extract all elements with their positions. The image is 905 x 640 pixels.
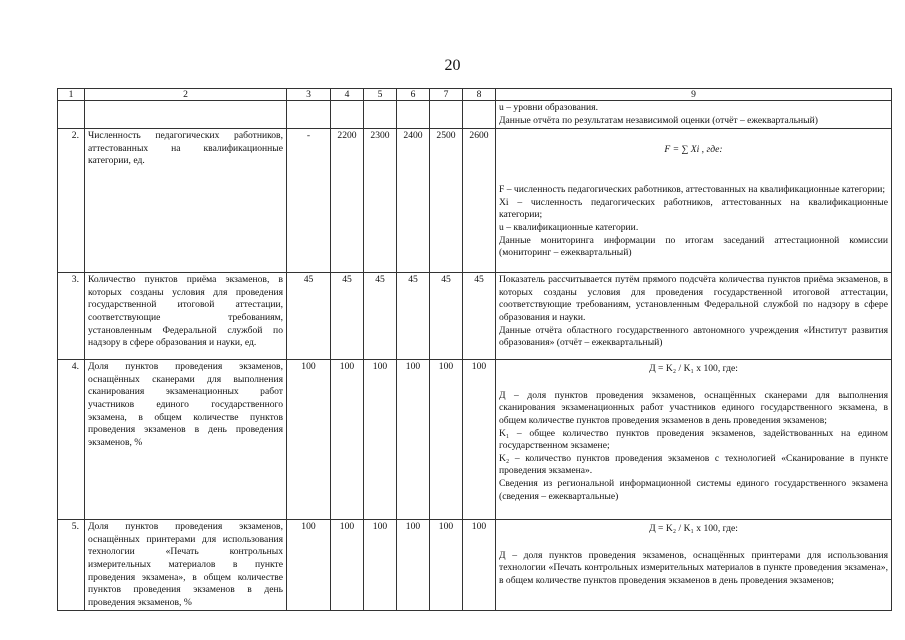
method-line: Данные мониторинга информации по итогам заседаний аттестационной комиссии (мониторинг – ежеквартальный) bbox=[499, 234, 888, 259]
value-cell: 100 bbox=[364, 520, 397, 611]
method-line: Данные отчёта областного государственного автономного учреждения «Институт развития образования» (отчёт – ежеквартальный) bbox=[499, 324, 888, 349]
value-cell: 100 bbox=[397, 360, 430, 520]
column-header: 9 bbox=[496, 89, 892, 101]
row-number: 2. bbox=[58, 129, 85, 273]
column-header: 8 bbox=[463, 89, 496, 101]
value-cell: - bbox=[287, 129, 331, 273]
column-header: 1 bbox=[58, 89, 85, 101]
column-header: 2 bbox=[85, 89, 287, 101]
method-line: Xi – численность педагогических работников, аттестованных на квалификационные категории; bbox=[499, 196, 888, 221]
method-line: Данные отчёта по результатам независимой оценки (отчёт – ежеквартальный) bbox=[499, 114, 818, 126]
value-cell: 2300 bbox=[364, 129, 397, 273]
method-line: F – численность педагогических работников, аттестованных на квалификационные категории; bbox=[499, 184, 886, 196]
value-cell: 45 bbox=[430, 273, 463, 360]
value-cell: 45 bbox=[364, 273, 397, 360]
table-row bbox=[58, 520, 892, 611]
value-cell: 100 bbox=[331, 360, 364, 520]
method-line: Показатель рассчитывается путём прямого подсчёта количества пунктов приёма экзаменов, в которых созданы условия для проведения государственной итоговой аттестации, соответствующие требованиям, установленным Федеральной службой по надзору в сфере образования и науки. bbox=[499, 274, 888, 323]
formula: F = ∑ Xi , где: bbox=[664, 144, 723, 156]
table-row bbox=[58, 273, 892, 360]
method-cell bbox=[496, 360, 892, 520]
indicator-name: Доля пунктов проведения экзаменов, оснащённых принтерами для использования технологии «Печать контрольных измерительных материалов в пункте проведения экзамена», в общем количестве пунктов проведения экзаменов в день проведения экзаменов, % bbox=[85, 520, 287, 611]
value-cell: 2400 bbox=[397, 129, 430, 273]
formula: Д = K₂ / K₁ x 100, где: bbox=[649, 363, 738, 375]
column-header: 5 bbox=[364, 89, 397, 101]
method-line: u – уровни образования. bbox=[499, 102, 598, 113]
column-number-row bbox=[58, 89, 892, 101]
row-number: 4. bbox=[58, 360, 85, 520]
value-cell: 100 bbox=[430, 520, 463, 611]
row-number: 3. bbox=[58, 273, 85, 360]
method-line: Сведения из региональной информационной системы единого государственного экзамена (сведения – ежеквартальные) bbox=[499, 477, 888, 502]
method-line: u – квалификационные категории. bbox=[499, 221, 639, 233]
formula: Д = K₂ / K₁ x 100, где: bbox=[649, 523, 738, 535]
value-cell: 2600 bbox=[463, 129, 496, 273]
method-cell bbox=[496, 129, 892, 273]
indicator-name: Доля пунктов проведения экзаменов, оснащённых сканерами для выполнения сканирования экзаменационных работ участников единого государственного экзамена, в общем количестве пунктов проведения экзаменов в день проведения экзаменов, % bbox=[85, 360, 287, 520]
method-cell bbox=[496, 520, 892, 611]
table-row bbox=[58, 129, 892, 273]
column-header: 4 bbox=[331, 89, 364, 101]
column-header: 7 bbox=[430, 89, 463, 101]
indicator-name: Количество пунктов приёма экзаменов, в которых созданы условия для проведения государственной итоговой аттестации, соответствующие требованиям, установленным Федеральной службой по надзору в сфере образования и науки, ед. bbox=[85, 273, 287, 360]
table-row bbox=[58, 101, 892, 129]
column-header: 6 bbox=[397, 89, 430, 101]
column-header: 3 bbox=[287, 89, 331, 101]
value-cell: 2200 bbox=[331, 129, 364, 273]
value-cell: 100 bbox=[463, 520, 496, 611]
method-cell bbox=[496, 273, 892, 360]
value-cell: 45 bbox=[463, 273, 496, 360]
value-cell: 100 bbox=[287, 520, 331, 611]
row-number: 5. bbox=[58, 520, 85, 611]
value-cell: 100 bbox=[463, 360, 496, 520]
value-cell: 100 bbox=[397, 520, 430, 611]
value-cell: 100 bbox=[287, 360, 331, 520]
method-line: K₁ – общее количество пунктов проведения экзаменов, задействованных на едином государственном экзамене; bbox=[499, 427, 888, 452]
indicators-table bbox=[57, 88, 892, 611]
method-line: Д – доля пунктов проведения экзаменов, оснащённых принтерами для использования технологии «Печать контрольных измерительных материалов в пункте проведения экзамена», в общем количестве пунктов проведения экзаменов в день проведения экзаменов; bbox=[499, 549, 888, 586]
indicator-name: Численность педагогических работников, аттестованных на квалификационные категории, ед. bbox=[85, 129, 287, 273]
value-cell: 2500 bbox=[430, 129, 463, 273]
table-row bbox=[58, 360, 892, 520]
method-line: K₂ – количество пунктов проведения экзаменов с технологией «Сканирование в пункте проведения экзамена». bbox=[499, 452, 888, 477]
value-cell: 45 bbox=[287, 273, 331, 360]
page-number: 20 bbox=[444, 57, 461, 74]
value-cell: 100 bbox=[430, 360, 463, 520]
method-cell bbox=[496, 101, 892, 129]
method-line: Д – доля пунктов проведения экзаменов, оснащённых сканерами для выполнения сканирования экзаменационных работ участников единого государственного экзамена, в общем количестве пунктов проведения экзаменов в день проведения экзаменов; bbox=[499, 389, 888, 426]
value-cell: 100 bbox=[364, 360, 397, 520]
value-cell: 45 bbox=[397, 273, 430, 360]
value-cell: 45 bbox=[331, 273, 364, 360]
value-cell: 100 bbox=[331, 520, 364, 611]
